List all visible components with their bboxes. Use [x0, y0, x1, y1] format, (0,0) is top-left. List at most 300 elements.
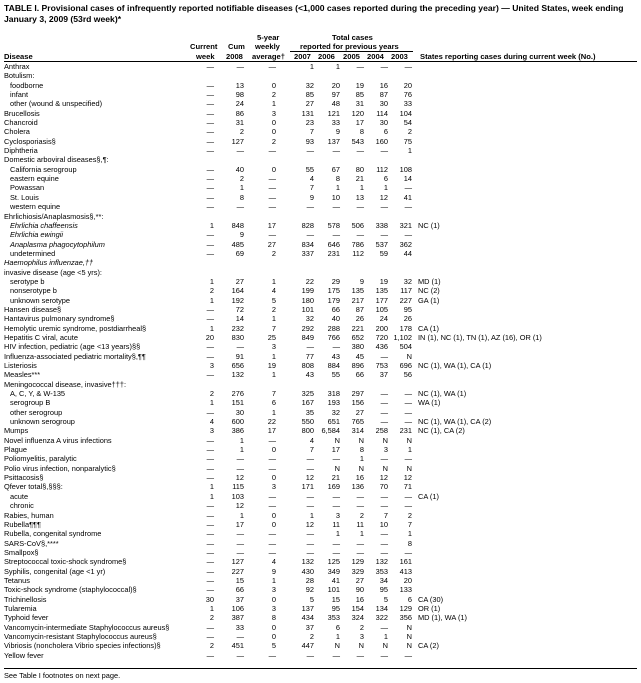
cell-value: 1 — [309, 62, 314, 71]
table-row — [0, 155, 641, 164]
cell-value: 171 — [301, 482, 314, 492]
table-row — [0, 426, 641, 435]
cell-value: 9 — [359, 276, 364, 286]
cell-value: 154 — [351, 603, 364, 613]
cell-value: 7 — [407, 519, 412, 529]
cell-value: — — [206, 538, 214, 548]
cell-value: 20 — [403, 80, 412, 90]
disease-name: Cholera — [4, 127, 30, 137]
cell-value: 6 — [383, 127, 388, 137]
cell-value: — — [404, 407, 412, 417]
cell-value: 27 — [355, 407, 364, 417]
cell-value: 1 — [383, 631, 388, 641]
cell-value: — — [206, 454, 214, 464]
cell-value: 30 — [205, 594, 214, 604]
cell-value: 1 — [271, 370, 276, 380]
table-title: TABLE I. Provisional cases of infrequently reported notifiable diseases (<1,000 cases reported during the preceding year) — United States, week ending January 3, 2009 (53rd week)* — [4, 3, 624, 24]
cell-value: N — [406, 435, 412, 445]
cell-value: 71 — [403, 482, 412, 492]
cell-value: — — [206, 127, 214, 137]
cell-value: 0 — [271, 594, 276, 604]
cell-value: — — [236, 454, 244, 464]
cell-value: — — [306, 547, 314, 557]
cell-value: 3 — [271, 482, 276, 492]
cell-value: 7 — [309, 183, 314, 193]
disease-name: nonserotype b — [10, 286, 57, 296]
cell-value: 160 — [375, 136, 388, 146]
cell-value: 97 — [331, 90, 340, 100]
states-reporting: NC (1), WA (1), CA (2) — [418, 417, 492, 427]
table-row — [0, 221, 641, 230]
cell-value: 0 — [271, 519, 276, 529]
cell-value: 1 — [209, 276, 214, 286]
table-row — [0, 501, 641, 510]
header-2007: 2007 — [294, 52, 311, 61]
cell-value: — — [356, 62, 364, 71]
cell-value: 322 — [375, 613, 388, 623]
table-row — [0, 174, 641, 183]
cell-value: 6 — [383, 174, 388, 184]
cell-value: 199 — [301, 286, 314, 296]
cell-value: — — [332, 342, 340, 352]
cell-value: 131 — [301, 108, 314, 118]
cell-value: — — [404, 454, 412, 464]
disease-name: HIV infection, pediatric (age <13 years)§§ — [4, 342, 141, 352]
header-2006: 2006 — [318, 52, 335, 61]
disease-name: Hemolytic uremic syndrome, postdiarrheal§ — [4, 323, 147, 333]
cell-value: — — [306, 529, 314, 539]
cell-value: — — [206, 99, 214, 109]
cell-value: 129 — [399, 603, 412, 613]
cell-value: 105 — [375, 304, 388, 314]
cell-value: 72 — [235, 304, 244, 314]
cell-value: N — [406, 463, 412, 473]
cell-value: 137 — [301, 603, 314, 613]
cell-value: 227 — [399, 295, 412, 305]
cell-value: — — [206, 547, 214, 557]
disease-name: Anthrax — [4, 62, 30, 71]
states-reporting: WA (1) — [418, 398, 441, 408]
cell-value: 2 — [271, 248, 276, 258]
cell-value: 221 — [351, 323, 364, 333]
cell-value: 19 — [379, 276, 388, 286]
disease-name: Qfever total§,§§§: — [4, 482, 63, 492]
cell-value: 0 — [271, 80, 276, 90]
cell-value: — — [236, 463, 244, 473]
cell-value: 7 — [309, 445, 314, 455]
cell-value: 413 — [399, 566, 412, 576]
cell-value: — — [236, 650, 244, 660]
cell-value: — — [306, 230, 314, 240]
cell-value: — — [404, 62, 412, 71]
cell-value: — — [306, 146, 314, 156]
header-cum-year: 2008 — [226, 52, 243, 61]
table-row — [0, 567, 641, 576]
states-reporting: MD (1), WA (1) — [418, 613, 467, 623]
table-row — [0, 314, 641, 323]
cell-value: 25 — [267, 332, 276, 342]
cell-value: 434 — [301, 613, 314, 623]
cell-value: 652 — [351, 332, 364, 342]
cell-value: 0 — [271, 473, 276, 483]
cell-value: 135 — [351, 286, 364, 296]
cell-value: 135 — [375, 286, 388, 296]
cell-value: 55 — [331, 370, 340, 380]
cell-value: 2 — [359, 622, 364, 632]
cell-value: 27 — [267, 239, 276, 249]
cell-value: — — [206, 351, 214, 361]
cell-value: 1 — [239, 510, 244, 520]
cell-value: 12 — [305, 473, 314, 483]
cell-value: 9 — [239, 230, 244, 240]
states-reporting: NC (2) — [418, 286, 440, 296]
cell-value: 8 — [239, 192, 244, 202]
cell-value: 103 — [231, 491, 244, 501]
cell-value: 101 — [327, 585, 340, 595]
cell-value: 22 — [305, 276, 314, 286]
cell-value: — — [306, 342, 314, 352]
cell-value: 175 — [327, 286, 340, 296]
cell-value: — — [206, 202, 214, 212]
disease-name: Vibriosis (noncholera Vibrio species infections)§ — [4, 641, 161, 651]
cell-value: — — [380, 622, 388, 632]
cell-value: 101 — [301, 304, 314, 314]
cell-value: — — [268, 435, 276, 445]
cell-value: 9 — [271, 566, 276, 576]
cell-value: — — [236, 342, 244, 352]
cell-value: — — [356, 202, 364, 212]
cell-value: 20 — [205, 332, 214, 342]
cell-value: 66 — [235, 585, 244, 595]
cell-value: 7 — [271, 389, 276, 399]
header-total-cases: Total cases — [332, 33, 373, 42]
cell-value: 115 — [232, 482, 244, 492]
cell-value: 27 — [355, 575, 364, 585]
cell-value: 16 — [379, 80, 388, 90]
disease-name: Haemophilus influenzae,†† — [4, 258, 94, 268]
cell-value: N — [406, 631, 412, 641]
cell-value: 0 — [271, 118, 276, 128]
disease-name: Hansen disease§ — [4, 304, 62, 314]
cell-value: 1 — [209, 603, 214, 613]
cell-value: 578 — [327, 220, 340, 230]
cell-value: N — [334, 435, 340, 445]
cell-value: 884 — [327, 361, 340, 370]
cell-value: 808 — [301, 361, 314, 370]
header-2004: 2004 — [367, 52, 384, 61]
table-row — [0, 511, 641, 520]
disease-name: infant — [10, 90, 29, 100]
disease-name: eastern equine — [10, 174, 59, 184]
cell-value: 3 — [383, 445, 388, 455]
cell-value: 129 — [351, 557, 364, 567]
cell-value: 132 — [231, 370, 244, 380]
disease-name: St. Louis — [10, 192, 39, 202]
cell-value: 231 — [399, 426, 412, 436]
cell-value: 2 — [209, 286, 214, 296]
cell-value: 5 — [271, 641, 276, 651]
table-row — [0, 137, 641, 146]
cell-value: — — [206, 342, 214, 352]
table-row — [0, 464, 641, 473]
cell-value: 29 — [331, 276, 340, 286]
cell-value: 321 — [399, 220, 412, 230]
header-disease: Disease — [4, 52, 33, 61]
cell-value: — — [332, 454, 340, 464]
cell-value: 543 — [351, 136, 364, 146]
cell-value: 7 — [309, 127, 314, 137]
cell-value: — — [206, 62, 214, 71]
cell-value: — — [306, 454, 314, 464]
cell-value: 324 — [351, 613, 364, 623]
cell-value: 338 — [375, 220, 388, 230]
cell-value: 95 — [379, 585, 388, 595]
cell-value: 54 — [403, 118, 412, 128]
table-row — [0, 286, 641, 295]
cell-value: — — [356, 230, 364, 240]
cell-value: 848 — [231, 220, 244, 230]
cell-value: 114 — [376, 108, 388, 118]
cell-value: 2 — [309, 631, 314, 641]
cell-value: — — [206, 314, 214, 324]
header-weekly: weekly — [255, 42, 280, 51]
table-row — [0, 333, 641, 342]
cell-value: 2 — [407, 510, 412, 520]
cell-value: — — [236, 62, 244, 71]
cell-value: 4 — [309, 435, 314, 445]
cell-value: 276 — [231, 389, 244, 399]
cell-value: N — [382, 641, 388, 651]
cell-value: 1 — [359, 529, 364, 539]
cell-value: — — [268, 202, 276, 212]
header-average: average† — [252, 52, 285, 61]
table-row — [0, 641, 641, 650]
cell-value: 2 — [209, 389, 214, 399]
cell-value: — — [206, 435, 214, 445]
cell-value: 217 — [351, 295, 364, 305]
cell-value: 17 — [267, 220, 276, 230]
disease-name: unknown serotype — [10, 295, 70, 305]
cell-value: — — [268, 174, 276, 184]
cell-value: 69 — [235, 248, 244, 258]
disease-name: Tularemia — [4, 603, 37, 613]
disease-name: Mumps — [4, 426, 29, 436]
cell-value: 356 — [399, 613, 412, 623]
cell-value: — — [206, 174, 214, 184]
cell-value: 8 — [359, 445, 364, 455]
cell-value: 3 — [271, 342, 276, 352]
cell-value: 834 — [301, 239, 314, 249]
cell-value: 17 — [235, 519, 244, 529]
states-reporting: MD (1) — [418, 276, 441, 286]
table-row — [0, 539, 641, 548]
cell-value: — — [206, 80, 214, 90]
cell-value: 12 — [379, 473, 388, 483]
table-row — [0, 212, 641, 221]
cell-value: 13 — [235, 80, 244, 90]
cell-value: 1 — [209, 398, 214, 408]
cell-value: 430 — [301, 566, 314, 576]
disease-name: Brucellosis — [4, 108, 40, 118]
cell-value: 156 — [351, 398, 364, 408]
cell-value: 90 — [355, 585, 364, 595]
cell-value: 362 — [399, 239, 412, 249]
cell-value: — — [268, 230, 276, 240]
states-reporting: GA (1) — [418, 295, 440, 305]
cell-value: — — [206, 108, 214, 118]
cell-value: 766 — [327, 332, 340, 342]
cell-value: 10 — [379, 519, 388, 529]
table-row — [0, 109, 641, 118]
cell-value: 14 — [235, 314, 244, 324]
cell-value: 104 — [399, 108, 412, 118]
cell-value: 80 — [355, 164, 364, 174]
cell-value: 24 — [379, 314, 388, 324]
cell-value: 95 — [403, 304, 412, 314]
disease-name: Chancroid — [4, 118, 38, 128]
disease-name: Toxic-shock syndrome (staphylococcal)§ — [4, 585, 137, 595]
cell-value: — — [268, 547, 276, 557]
cell-value: 5 — [271, 295, 276, 305]
cell-value: 32 — [305, 314, 314, 324]
cell-value: 232 — [231, 323, 244, 333]
cell-value: 4 — [271, 557, 276, 567]
cell-value: N — [406, 641, 412, 651]
cell-value: 2 — [407, 127, 412, 137]
disease-name: chronic — [10, 501, 34, 511]
cell-value: 451 — [231, 641, 244, 651]
disease-name: other (wound & unspecified) — [10, 99, 103, 109]
cell-value: 3 — [209, 361, 214, 370]
cell-value: N — [382, 435, 388, 445]
disease-name: Diphtheria — [4, 146, 38, 156]
cell-value: 11 — [332, 519, 340, 529]
cell-value: — — [380, 501, 388, 511]
cell-value: 98 — [235, 90, 244, 100]
cell-value: — — [236, 631, 244, 641]
cell-value: 95 — [331, 603, 340, 613]
disease-name: Rubella, congenital syndrome — [4, 529, 102, 539]
cell-value: — — [206, 90, 214, 100]
cell-value: 1 — [271, 575, 276, 585]
table-row — [0, 613, 641, 622]
cell-value: 16 — [355, 473, 364, 483]
cell-value: — — [380, 417, 388, 427]
cell-value: — — [206, 192, 214, 202]
cell-value: 1 — [239, 445, 244, 455]
table-row — [0, 436, 641, 445]
disease-name: serotype b — [10, 276, 45, 286]
disease-name: Ehrlichiosis/Anaplasmosis§,**: — [4, 211, 104, 221]
cell-value: N — [358, 463, 364, 473]
cell-value: 6 — [407, 594, 412, 604]
header-states: States reporting cases during current week (No.) — [420, 52, 596, 61]
table-row — [0, 305, 641, 314]
cell-value: — — [380, 491, 388, 501]
table-row — [0, 604, 641, 613]
cell-value: 35 — [305, 407, 314, 417]
cell-value: 1 — [335, 183, 340, 193]
cell-value: 87 — [379, 90, 388, 100]
cell-value: 3 — [359, 631, 364, 641]
cell-value: — — [306, 202, 314, 212]
cell-value: 2 — [271, 90, 276, 100]
cell-value: 121 — [327, 108, 340, 118]
cell-value: 2 — [209, 613, 214, 623]
cell-value: 75 — [403, 136, 412, 146]
cell-value: 5 — [309, 594, 314, 604]
cell-value: 164 — [231, 286, 244, 296]
cell-value: — — [306, 538, 314, 548]
cell-value: 40 — [235, 164, 244, 174]
cell-value: 193 — [327, 398, 340, 408]
cell-value: 7 — [271, 323, 276, 333]
cell-value: 37 — [235, 594, 244, 604]
cell-value: — — [404, 417, 412, 427]
cell-value: 8 — [335, 174, 340, 184]
cell-value: 32 — [305, 80, 314, 90]
cell-value: — — [356, 538, 364, 548]
cell-value: 22 — [267, 417, 276, 427]
cell-value: — — [380, 454, 388, 464]
table-row — [0, 632, 641, 641]
cell-value: 23 — [305, 118, 314, 128]
cell-value: 59 — [379, 248, 388, 258]
cell-value: — — [306, 650, 314, 660]
cell-value: 41 — [331, 575, 340, 585]
cell-value: N — [358, 435, 364, 445]
cell-value: 48 — [331, 99, 340, 109]
table-row — [0, 623, 641, 632]
disease-name: Measles*** — [4, 370, 41, 380]
table-row — [0, 165, 641, 174]
cell-value: — — [206, 304, 214, 314]
table-row — [0, 183, 641, 192]
cell-value: — — [306, 501, 314, 511]
cell-value: 380 — [351, 342, 364, 352]
cell-value: 70 — [379, 482, 388, 492]
cell-value: 17 — [355, 118, 364, 128]
cell-value: 45 — [355, 351, 364, 361]
cell-value: 651 — [327, 417, 340, 427]
disease-name: Cyclosporiasis§ — [4, 136, 56, 146]
cell-value: 297 — [351, 389, 364, 399]
cell-value: — — [206, 248, 214, 258]
cell-value: 28 — [305, 575, 314, 585]
cell-value: — — [206, 230, 214, 240]
table-row — [0, 595, 641, 604]
cell-value: — — [206, 239, 214, 249]
cell-value: — — [380, 146, 388, 156]
cell-value: 292 — [301, 323, 314, 333]
cell-value: 12 — [379, 192, 388, 202]
cell-value: — — [268, 463, 276, 473]
table-row — [0, 81, 641, 90]
cell-value: — — [206, 501, 214, 511]
cell-value: 4 — [309, 174, 314, 184]
cell-value: 37 — [379, 370, 388, 380]
table-row — [0, 127, 641, 136]
table-row — [0, 193, 641, 202]
disease-name: Streptococcal toxic-shock syndrome§ — [4, 557, 127, 567]
cell-value: — — [306, 491, 314, 501]
disease-name: Ehrlichia chaffeensis — [10, 220, 78, 230]
cell-value: 506 — [351, 220, 364, 230]
table-row — [0, 557, 641, 566]
cell-value: 21 — [355, 174, 364, 184]
cell-value: 550 — [301, 417, 314, 427]
cell-value: — — [206, 650, 214, 660]
